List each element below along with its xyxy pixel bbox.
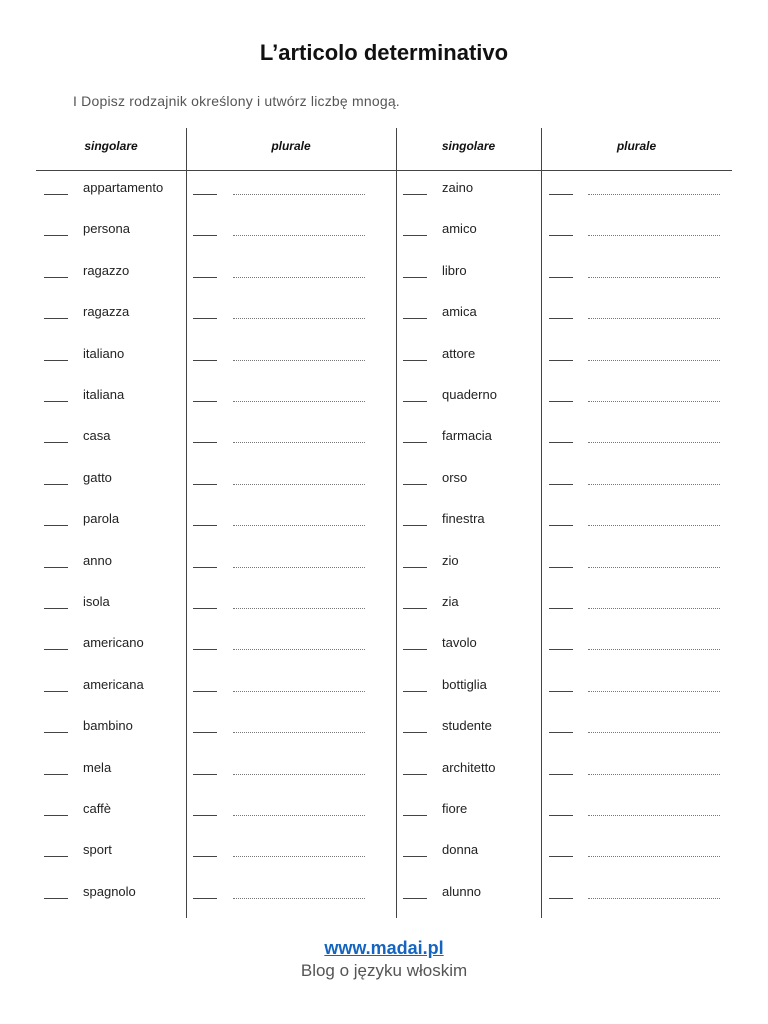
article-blank-right[interactable] [403, 898, 427, 899]
plural-answer-line-left[interactable] [233, 318, 365, 319]
plural-answer-line-left[interactable] [233, 649, 365, 650]
plural-answer-line-right[interactable] [588, 277, 720, 278]
word-left: isola [83, 594, 110, 609]
article-blank-right[interactable] [403, 774, 427, 775]
article-blank-plural-left[interactable] [193, 442, 217, 443]
table-row [36, 594, 732, 624]
word-right: orso [442, 469, 468, 485]
table-row [36, 304, 732, 334]
article-blank-left[interactable] [44, 691, 68, 692]
article-blank-left[interactable] [44, 194, 68, 195]
plural-answer-line-left[interactable] [233, 856, 365, 857]
article-blank-plural-left[interactable] [193, 608, 217, 609]
word-left: ragazza [83, 304, 130, 320]
article-blank-plural-left[interactable] [193, 525, 217, 526]
article-blank-right[interactable] [403, 649, 427, 650]
article-blank-right[interactable] [403, 194, 427, 195]
article-blank-left[interactable] [44, 401, 68, 402]
header-plurale-left: plurale [271, 139, 311, 153]
worksheet-table [36, 128, 732, 918]
article-blank-plural-left[interactable] [193, 194, 217, 195]
word-left: ragazzo [83, 262, 130, 278]
header-divider [36, 170, 732, 171]
plural-answer-line-left[interactable] [233, 484, 365, 485]
article-blank-left[interactable] [44, 277, 68, 278]
table-row [36, 180, 732, 210]
article-blank-plural-right[interactable] [549, 815, 573, 816]
word-left: americana [83, 676, 144, 692]
word-right: zaino [442, 180, 474, 195]
table-row [36, 553, 732, 583]
plural-answer-line-left[interactable] [233, 442, 365, 443]
article-blank-left[interactable] [44, 732, 68, 733]
article-blank-plural-right[interactable] [549, 235, 573, 236]
word-left: anno [83, 552, 112, 568]
article-blank-plural-left[interactable] [193, 484, 217, 485]
article-blank-right[interactable] [403, 401, 427, 402]
article-blank-left[interactable] [44, 567, 68, 568]
article-blank-left[interactable] [44, 484, 68, 485]
article-blank-plural-right[interactable] [549, 691, 573, 692]
article-blank-right[interactable] [403, 732, 427, 733]
page-title: L’articolo determinativo [259, 40, 509, 65]
table-row [36, 470, 732, 500]
word-left: sport [83, 842, 112, 858]
footer-subtitle: Blog o języku włoskim [300, 961, 468, 980]
article-blank-plural-left[interactable] [193, 856, 217, 857]
article-blank-left[interactable] [44, 649, 68, 650]
word-right: zio [442, 552, 459, 568]
header-singolare-left: singolare [84, 139, 138, 153]
plural-answer-line-left[interactable] [233, 691, 365, 692]
table-row [36, 635, 732, 665]
word-left: italiano [83, 345, 125, 361]
plural-answer-line-left[interactable] [233, 235, 365, 236]
word-right: libro [442, 262, 467, 278]
table-row [36, 428, 732, 458]
plural-answer-line-right[interactable] [588, 484, 720, 485]
word-left: americano [83, 635, 144, 651]
word-right: farmacia [442, 428, 492, 444]
plural-answer-line-right[interactable] [588, 401, 720, 402]
article-blank-left[interactable] [44, 318, 68, 319]
word-left: casa [83, 428, 111, 444]
plural-answer-line-right[interactable] [588, 360, 720, 361]
article-blank-left[interactable] [44, 525, 68, 526]
article-blank-left[interactable] [44, 360, 68, 361]
article-blank-plural-left[interactable] [193, 360, 217, 361]
article-blank-plural-left[interactable] [193, 774, 217, 775]
word-left: appartamento [83, 180, 164, 195]
website-link[interactable]: www.madai.pl [324, 938, 444, 958]
table-row [36, 346, 732, 376]
article-blank-right[interactable] [403, 277, 427, 278]
word-left: caffè [83, 801, 111, 816]
article-blank-plural-left[interactable] [193, 318, 217, 319]
table-row [36, 221, 732, 251]
plural-answer-line-left[interactable] [233, 525, 365, 526]
article-blank-plural-right[interactable] [549, 525, 573, 526]
plural-answer-line-left[interactable] [233, 401, 365, 402]
article-blank-right[interactable] [403, 567, 427, 568]
article-blank-right[interactable] [403, 608, 427, 609]
table-row [36, 387, 732, 417]
plural-answer-line-right[interactable] [588, 318, 720, 319]
article-blank-plural-left[interactable] [193, 815, 217, 816]
article-blank-left[interactable] [44, 898, 68, 899]
article-blank-plural-right[interactable] [549, 484, 573, 485]
plural-answer-line-right[interactable] [588, 608, 720, 609]
word-right: alunno [442, 883, 482, 899]
article-blank-right[interactable] [403, 484, 427, 485]
plural-answer-line-left[interactable] [233, 774, 365, 775]
article-blank-right[interactable] [403, 318, 427, 319]
article-blank-plural-right[interactable] [549, 649, 573, 650]
table-row [36, 842, 732, 872]
word-right: amica [442, 304, 477, 320]
article-blank-plural-right[interactable] [549, 856, 573, 857]
table-row [36, 677, 732, 707]
article-blank-plural-left[interactable] [193, 691, 217, 692]
plural-answer-line-left[interactable] [233, 608, 365, 609]
article-blank-plural-left[interactable] [193, 732, 217, 733]
article-blank-plural-right[interactable] [549, 401, 573, 402]
article-blank-right[interactable] [403, 442, 427, 443]
plural-answer-line-right[interactable] [588, 856, 720, 857]
table-row [36, 263, 732, 293]
word-left: spagnolo [83, 883, 136, 899]
article-blank-right[interactable] [403, 815, 427, 816]
plural-answer-line-left[interactable] [233, 360, 365, 361]
plural-answer-line-left[interactable] [233, 277, 365, 278]
word-right: fiore [442, 801, 468, 816]
article-blank-plural-right[interactable] [549, 318, 573, 319]
article-blank-plural-right[interactable] [549, 277, 573, 278]
word-left: bambino [83, 718, 133, 734]
table-row [36, 511, 732, 541]
plural-answer-line-right[interactable] [588, 525, 720, 526]
plural-answer-line-right[interactable] [588, 774, 720, 775]
word-right: attore [442, 345, 476, 361]
article-blank-plural-left[interactable] [193, 235, 217, 236]
word-left: gatto [83, 469, 112, 485]
article-blank-plural-right[interactable] [549, 898, 573, 899]
word-left: persona [83, 221, 130, 237]
article-blank-plural-right[interactable] [549, 567, 573, 568]
word-right: architetto [442, 759, 496, 775]
plural-answer-line-right[interactable] [588, 567, 720, 568]
article-blank-right[interactable] [403, 235, 427, 236]
article-blank-left[interactable] [44, 608, 68, 609]
plural-answer-line-right[interactable] [588, 194, 720, 195]
word-right: zia [442, 594, 459, 609]
article-blank-right[interactable] [403, 856, 427, 857]
plural-answer-line-right[interactable] [588, 898, 720, 899]
plural-answer-line-right[interactable] [588, 732, 720, 733]
article-blank-left[interactable] [44, 815, 68, 816]
instruction-text: I Dopisz rodzajnik określony i utwórz liczbę mnogą. [73, 93, 400, 109]
article-blank-plural-left[interactable] [193, 898, 217, 899]
plural-answer-line-right[interactable] [588, 442, 720, 443]
plural-answer-line-left[interactable] [233, 194, 365, 195]
plural-answer-line-right[interactable] [588, 815, 720, 816]
word-right: tavolo [442, 635, 477, 651]
article-blank-plural-right[interactable] [549, 774, 573, 775]
word-right: bottiglia [442, 676, 487, 692]
article-blank-plural-right[interactable] [549, 442, 573, 443]
plural-answer-line-left[interactable] [233, 815, 365, 816]
table-row [36, 884, 732, 914]
article-blank-plural-left[interactable] [193, 401, 217, 402]
article-blank-left[interactable] [44, 235, 68, 236]
table-row [36, 718, 732, 748]
article-blank-right[interactable] [403, 691, 427, 692]
header-plurale-right: plurale [616, 139, 657, 153]
article-blank-left[interactable] [44, 442, 68, 443]
article-blank-plural-right[interactable] [549, 732, 573, 733]
article-blank-right[interactable] [403, 525, 427, 526]
word-right: studente [442, 718, 492, 734]
plural-answer-line-left[interactable] [233, 898, 365, 899]
plural-answer-line-right[interactable] [588, 649, 720, 650]
table-row [36, 801, 732, 831]
word-left: mela [83, 759, 112, 775]
header-singolare-right: singolare [441, 139, 496, 153]
article-blank-plural-right[interactable] [549, 194, 573, 195]
article-blank-right[interactable] [403, 360, 427, 361]
table-row [36, 760, 732, 790]
plural-answer-line-left[interactable] [233, 732, 365, 733]
article-blank-plural-left[interactable] [193, 567, 217, 568]
word-right: donna [442, 842, 479, 858]
word-right: amico [442, 221, 477, 237]
word-left: italiana [83, 387, 125, 402]
word-right: finestra [442, 511, 485, 527]
article-blank-left[interactable] [44, 856, 68, 857]
word-left: parola [83, 511, 120, 527]
word-right: quaderno [442, 387, 497, 402]
plural-answer-line-left[interactable] [233, 567, 365, 568]
article-blank-plural-left[interactable] [193, 649, 217, 650]
article-blank-plural-right[interactable] [549, 360, 573, 361]
plural-answer-line-right[interactable] [588, 235, 720, 236]
article-blank-plural-right[interactable] [549, 608, 573, 609]
plural-answer-line-right[interactable] [588, 691, 720, 692]
article-blank-plural-left[interactable] [193, 277, 217, 278]
article-blank-left[interactable] [44, 774, 68, 775]
